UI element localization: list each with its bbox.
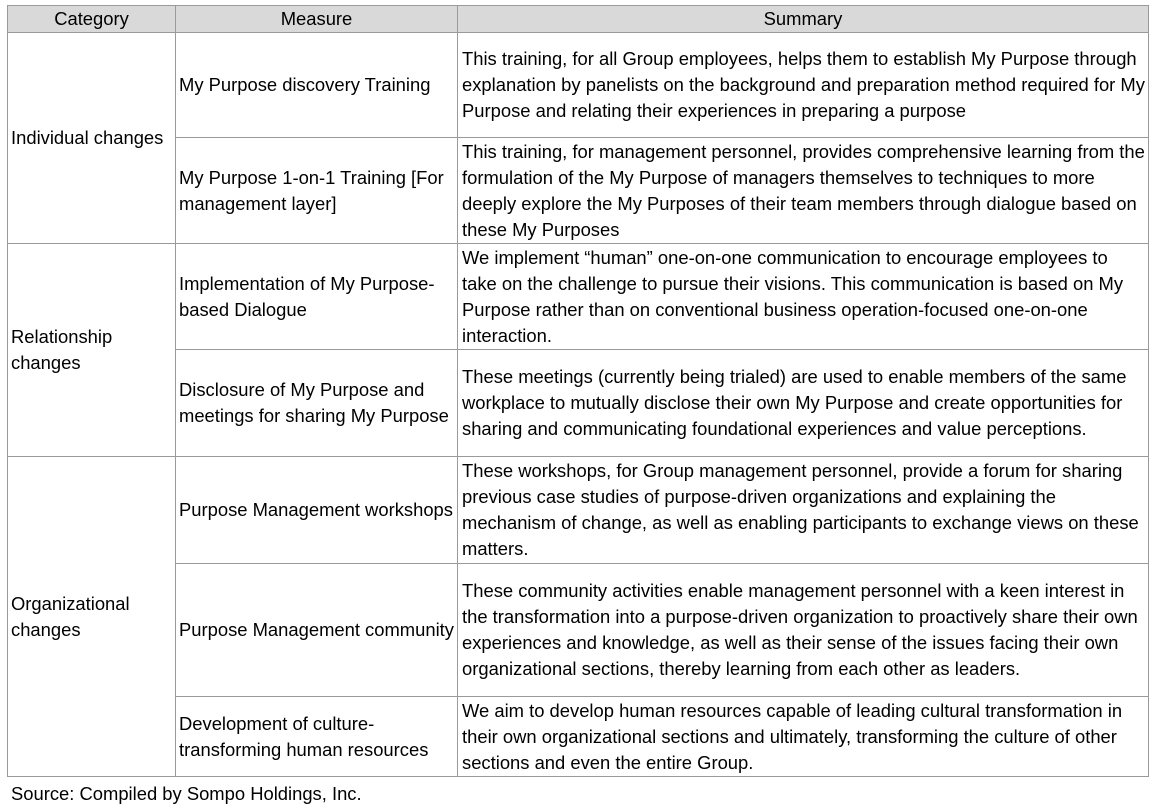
summary-cell: These meetings (currently being trialed) are used to enable members of the same workplace to mutually disclose their own My Purpose and create opportunities for sharing and communicating foundational experiences and value perceptions. <box>458 350 1149 457</box>
table-row <box>8 697 1149 777</box>
source-note: Source: Compiled by Sompo Holdings, Inc. <box>11 783 362 804</box>
table-row <box>8 457 1149 564</box>
table-header-row <box>8 6 1149 33</box>
measure-cell: My Purpose discovery Training <box>176 33 458 138</box>
measure-cell: Disclosure of My Purpose and meetings for sharing My Purpose <box>176 350 458 457</box>
category-cell: Relationship changes <box>8 244 176 457</box>
category-cell: Organizational changes <box>8 457 176 777</box>
table-row <box>8 350 1149 457</box>
category-cell: Individual changes <box>8 33 176 244</box>
measure-cell: Purpose Management workshops <box>176 457 458 564</box>
summary-cell: We implement “human” one-on-one communication to encourage employees to take on the challenge to pursue their visions. This communication is based on My Purpose rather than on conventional business operation-focused one-on-one interaction. <box>458 244 1149 350</box>
summary-cell: These community activities enable management personnel with a keen interest in the transformation into a purpose-driven organization to proactively share their own experiences and knowledge, as well as their sense of the issues facing their own organizational sections, thereby learning from each other as leaders. <box>458 564 1149 697</box>
table-row <box>8 244 1149 350</box>
summary-cell: This training, for management personnel, provides comprehensive learning from the formulation of the My Purpose of managers themselves to techniques to more deeply explore the My Purposes of their team members through dialogue based on these My Purposes <box>458 138 1149 244</box>
measures-table <box>7 5 1149 777</box>
table-row <box>8 564 1149 697</box>
measure-cell: Implementation of My Purpose-based Dialogue <box>176 244 458 350</box>
table-row <box>8 33 1149 138</box>
measure-cell: My Purpose 1-on-1 Training [For management layer] <box>176 138 458 244</box>
header-category: Category <box>8 6 176 33</box>
summary-cell: This training, for all Group employees, helps them to establish My Purpose through explanation by panelists on the background and preparation method required for My Purpose and relating their experiences in preparing a purpose <box>458 33 1149 138</box>
table-row <box>8 138 1149 244</box>
summary-cell: These workshops, for Group management personnel, provide a forum for sharing previous case studies of purpose-driven organizations and explaining the mechanism of change, as well as enabling participants to exchange views on these matters. <box>458 457 1149 564</box>
header-measure: Measure <box>176 6 458 33</box>
summary-cell: We aim to develop human resources capable of leading cultural transformation in their own organizational sections and ultimately, transforming the culture of other sections and even the entire Group. <box>458 697 1149 777</box>
measure-cell: Development of culture-transforming human resources <box>176 697 458 777</box>
measure-cell: Purpose Management community <box>176 564 458 697</box>
header-summary: Summary <box>458 6 1149 33</box>
